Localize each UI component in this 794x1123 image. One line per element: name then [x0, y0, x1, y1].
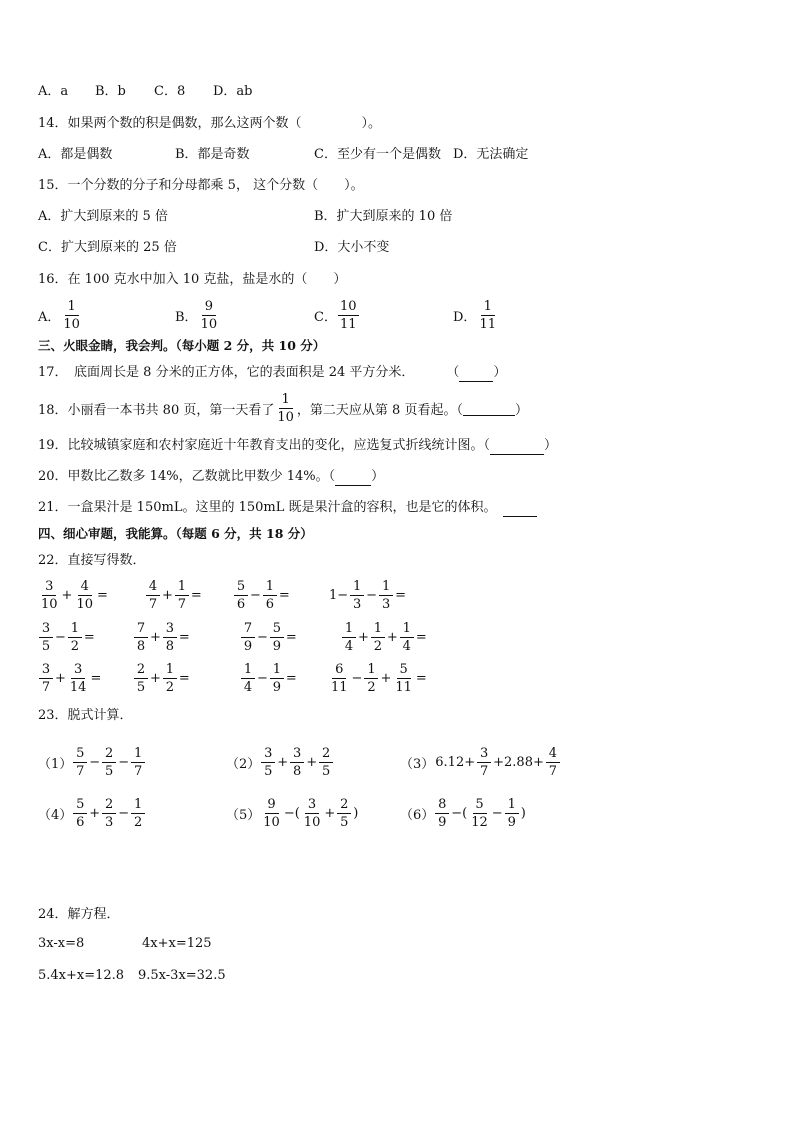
q21 [38, 499, 537, 517]
q16-option-b-fraction: $\frac{9}{10}$ [200, 299, 218, 332]
section-4-heading: 四、细心审题，我能算。（每题 6 分，共 18 分） [38, 526, 313, 541]
q23-label-5: （5） [226, 808, 261, 823]
q23-item-2: （2） $\frac{3}{5}$ + $\frac{3}{8}$ + $\frac{2}{5}$ [226, 745, 334, 780]
q23-item-4: （4） $\frac{5}{6}$ + $\frac{2}{3}$ − $\frac{1}{2}$ [38, 796, 146, 831]
q16-option-c [314, 298, 360, 333]
q22-item: $\frac{2}{5}$ + $\frac{1}{2}$ = [133, 661, 191, 696]
q23-label-4: （4） [38, 808, 73, 823]
q18-fraction: $\frac{1}{10}$ [277, 392, 294, 425]
q17-answer-blank[interactable] [459, 381, 493, 382]
q22-item: 1− $\frac{1}{3}$ − $\frac{1}{3}$ = [329, 579, 406, 612]
q17-text: 17． 底面周长是 8 分米的正方体，它的表面积是 24 平方分米． [38, 365, 415, 380]
q24-title: 24．解方程． [38, 907, 120, 922]
q16-option-a-label: A． [38, 310, 61, 325]
q23-item-3: （3） 6.12+ $\frac{3}{7}$ +2.88+ $\frac{4}{7}$ [400, 745, 561, 780]
q22-item: $\frac{7}{8}$ + $\frac{3}{8}$ = [133, 620, 191, 655]
q19-close: ） [544, 438, 558, 453]
q17-open: （ [446, 365, 460, 380]
q20 [38, 468, 384, 486]
q14-option-c: C．至少有一个是偶数 [314, 147, 441, 162]
q18 [38, 391, 528, 426]
q18-post: ，第二天应从第 8 页看起。（ [296, 403, 463, 418]
q17 [38, 364, 506, 382]
q23-item-6: （6） $\frac{8}{9}$ −( $\frac{5}{12}$ − $\frac{1}{9}$ ) [400, 797, 526, 830]
q23-label-3: （3） [400, 757, 435, 772]
q22-item: $\frac{4}{7}$ + $\frac{1}{7}$ = [145, 578, 203, 613]
q23-label-6: （6） [400, 808, 435, 823]
q24-equation: 4x+x=125 [142, 936, 212, 951]
q24-equation: 3x-x=8 [38, 936, 85, 951]
q22-item: $\frac{3}{7}$ + $\frac{3}{14}$ = [38, 661, 102, 696]
q16-option-d-label: D． [453, 310, 477, 325]
q21-text: 21．一盒果汁是 150mL。这里的 150mL 既是果汁盒的容积，也是它的体积。 [38, 500, 497, 515]
q17-close: ） [493, 365, 507, 380]
q22-item: $\frac{1}{4}$ + $\frac{1}{2}$ + $\frac{1}{4}$ = [341, 620, 428, 655]
q14-option-b: B．都是奇数 [175, 147, 250, 162]
q22-item: $\frac{1}{4}$ − $\frac{1}{9}$ = [240, 661, 298, 696]
q22-item: $\frac{3}{5}$ − $\frac{1}{2}$ = [38, 620, 96, 655]
q23-item-5: （5） $\frac{9}{10}$ −( $\frac{3}{10}$ + $\frac{2}{5}$ ) [226, 797, 359, 830]
q23-label-2: （2） [226, 757, 261, 772]
q15-option-b: B．扩大到原来的 10 倍 [314, 209, 453, 224]
q15-stem: 15．一个分数的分子和分母都乘 5， 这个分数（ ）。 [38, 178, 364, 193]
q20-text: 20．甲数比乙数多 14%，乙数就比甲数少 14%。（ [38, 469, 336, 484]
q14-stem-end: ）。 [361, 116, 382, 131]
q20-answer-blank[interactable] [335, 471, 371, 486]
q22-item: $\frac{3}{10}$ + $\frac{4}{10}$ = [41, 579, 108, 612]
q19-text: 19．比较城镇家庭和农村家庭近十年教育支出的变化，应选复式折线统计图。（ [38, 438, 491, 453]
q16-option-d [453, 298, 499, 333]
q13-option-c: C．8 [154, 84, 186, 99]
q24-equation: 9.5x-3x=32.5 [138, 968, 226, 983]
q13-option-a: A．a [38, 84, 69, 99]
q16-option-c-label: C． [314, 310, 337, 325]
q24-equation: 5.4x+x=12.8 [38, 968, 125, 983]
q22-title: 22．直接写得数． [38, 553, 146, 568]
q19-answer-blank[interactable] [490, 440, 544, 455]
q16-stem: 16．在 100 克水中加入 10 克盐，盐是水的（ ） [38, 272, 347, 287]
q19 [38, 437, 557, 455]
q23-item-1: （1） $\frac{5}{7}$ − $\frac{2}{5}$ − $\frac{1}{7}$ [38, 745, 146, 780]
q23-title: 23．脱式计算． [38, 708, 133, 723]
q13-option-d: D．ab [213, 84, 253, 99]
q23-label-1: （1） [38, 757, 73, 772]
q18-answer-blank[interactable] [463, 401, 515, 416]
q15-option-a: A．扩大到原来的 5 倍 [38, 209, 168, 224]
q16-option-c-fraction: $\frac{10}{11}$ [339, 299, 357, 332]
q16-option-d-fraction: $\frac{1}{11}$ [479, 299, 496, 332]
q20-close: ） [371, 469, 385, 484]
q23-term-b: +2.88+ [493, 755, 544, 770]
q15-option-d: D．大小不变 [314, 240, 390, 255]
q14-stem-text: 14．如果两个数的积是偶数，那么这两个数（ [38, 116, 302, 131]
section-3-heading: 三、火眼金睛，我会判。（每小题 2 分，共 10 分） [38, 338, 326, 353]
q16-option-b [175, 298, 220, 333]
q14-stem [38, 115, 381, 133]
q15-option-c: C．扩大到原来的 25 倍 [38, 240, 177, 255]
q14-option-d: D．无法确定 [453, 147, 529, 162]
q13-option-b: B．b [95, 84, 126, 99]
q16-option-b-label: B． [175, 310, 198, 325]
q14-option-a: A．都是偶数 [38, 147, 113, 162]
q22-item: $\frac{5}{6}$ − $\frac{1}{6}$ = [233, 578, 291, 613]
q22-item: $\frac{6}{11}$ − $\frac{1}{2}$ + $\frac{5}{11}$ = [331, 662, 427, 695]
q21-answer-blank[interactable] [503, 502, 537, 517]
q18-close: ） [514, 403, 528, 418]
q22-item: $\frac{7}{9}$ − $\frac{5}{9}$ = [240, 620, 298, 655]
q16-option-a-fraction: $\frac{1}{10}$ [63, 299, 80, 332]
q18-pre: 18．小丽看一本书共 80 页，第一天看了 [38, 403, 275, 418]
q23-term-a: 6.12+ [435, 755, 476, 770]
q16-option-a [38, 298, 83, 333]
